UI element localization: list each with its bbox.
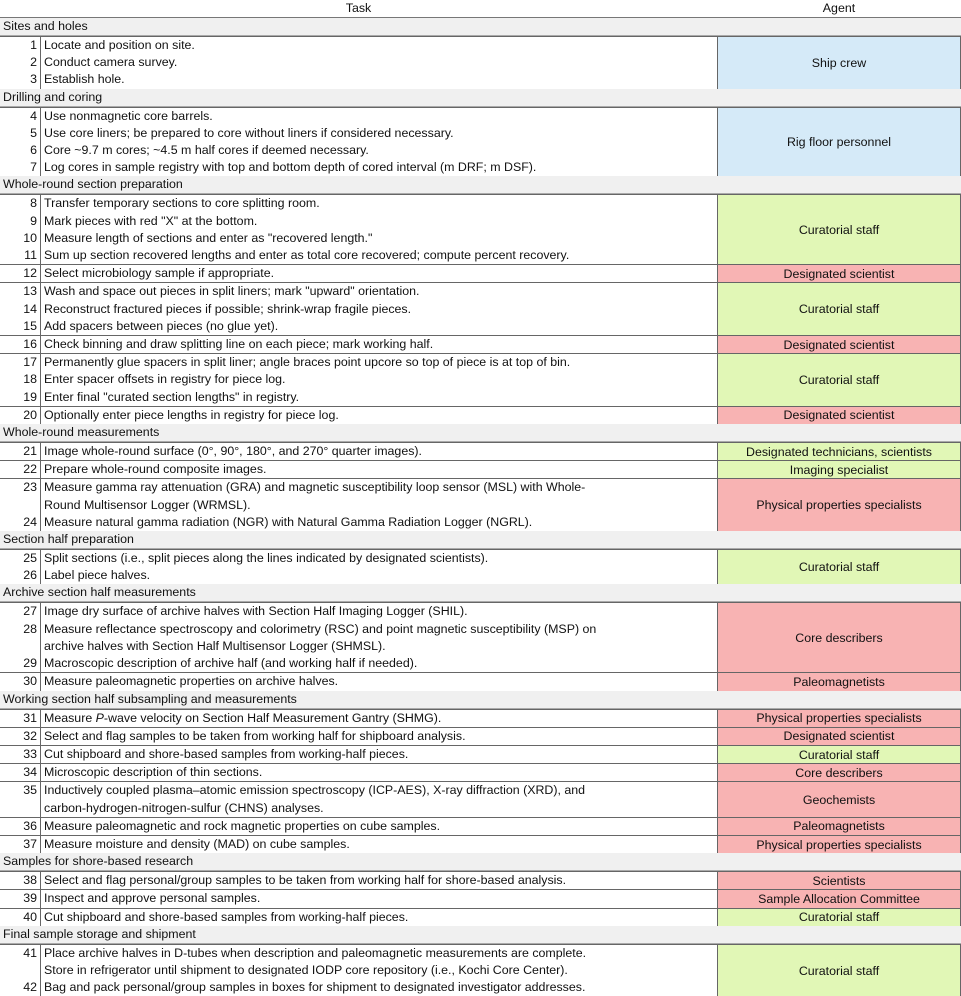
agent-cell: Paleomagnetists	[717, 817, 961, 835]
task-group	[0, 889, 961, 907]
agent-cell: Physical properties specialists	[717, 478, 961, 531]
task-number: 36	[23, 818, 37, 833]
task-number: 8	[30, 196, 37, 211]
task-text: Log cores in sample registry with top and bottom depth of cored interval (m DRF; m DSF).	[40, 159, 717, 176]
task-group	[0, 194, 961, 264]
task-text: Cut shipboard and shore-based samples from working-half pieces.	[40, 909, 717, 926]
agent-cell: Curatorial staff	[717, 353, 961, 406]
task-text: Measure natural gamma radiation (NGR) with Natural Gamma Radiation Logger (NGRL).	[40, 514, 717, 531]
table-row	[0, 836, 717, 853]
task-text: Measure length of sections and enter as "recovered length."	[40, 230, 717, 247]
task-text-suffix: -wave velocity on Section Half Measurement Gantry (SHMG).	[103, 710, 442, 725]
task-number: 14	[23, 301, 37, 316]
task-text: Measure moisture and density (MAD) on cube samples.	[40, 836, 717, 853]
task-number: 38	[23, 873, 37, 888]
table-header	[0, 0, 961, 18]
task-group	[0, 908, 961, 926]
task-group	[0, 478, 961, 531]
section-header: Samples for shore-based research	[0, 853, 961, 871]
task-number: 17	[23, 355, 37, 370]
task-number: 28	[23, 621, 37, 636]
task-text-prefix: Measure	[44, 710, 96, 725]
task-group	[0, 282, 961, 335]
table-row	[0, 318, 717, 335]
task-number: 18	[23, 372, 37, 387]
table-row	[0, 230, 717, 247]
task-text: Select and flag samples to be taken from working half for shipboard analysis.	[40, 728, 717, 745]
agent-cell: Curatorial staff	[717, 549, 961, 584]
task-text: Inductively coupled plasma–atomic emission spectroscopy (ICP-AES), X-ray diffraction (XRD), and carbon-hydrogen-nitrogen-sulfur (CHNS) analyses.	[40, 782, 717, 816]
table-row	[0, 764, 717, 781]
task-text: Use core liners; be prepared to core without liners if considered necessary.	[40, 125, 717, 142]
task-number: 9	[30, 213, 37, 228]
table-row	[0, 782, 717, 816]
task-text: Measure reflectance spectroscopy and colorimetry (RSC) and point magnetic susceptibility (MSP) on archive halves with Section Half Multisensor Logger (SHMSL).	[40, 621, 717, 655]
agent-cell: Core describers	[717, 763, 961, 781]
table-row	[0, 728, 717, 745]
table-row	[0, 125, 717, 142]
table-row	[0, 354, 717, 371]
task-list	[0, 944, 717, 996]
agent-cell: Curatorial staff	[717, 194, 961, 264]
task-list	[0, 264, 717, 282]
task-number: 29	[23, 656, 37, 671]
task-group	[0, 672, 961, 690]
task-text: Inspect and approve personal samples.	[40, 890, 717, 907]
table-row	[0, 567, 717, 584]
task-number: 1	[30, 38, 37, 52]
task-text: Place archive halves in D-tubes when description and paleomagnetic measurements are complete. Store in refrigerator until shipment to designated IODP core repository (i.e., Kochi Core Center).	[40, 945, 717, 979]
section-header: Whole-round section preparation	[0, 176, 961, 194]
table-row	[0, 746, 717, 763]
table-row	[0, 159, 717, 176]
agent-cell: Sample Allocation Committee	[717, 889, 961, 907]
task-list	[0, 460, 717, 478]
task-text: Image whole-round surface (0°, 90°, 180°, and 270° quarter images).	[40, 443, 717, 460]
table-row	[0, 603, 717, 620]
table-row	[0, 909, 717, 926]
task-number: 32	[23, 728, 37, 743]
agent-cell: Designated scientist	[717, 335, 961, 353]
task-number: 16	[23, 337, 37, 352]
task-text: Check binning and draw splitting line on each piece; mark working half.	[40, 336, 717, 353]
table-row	[0, 945, 717, 979]
task-number: 13	[23, 284, 37, 299]
task-text: Measure paleomagnetic and rock magnetic properties on cube samples.	[40, 818, 717, 835]
task-text: Mark pieces with red "X" at the bottom.	[40, 213, 717, 230]
section-header: Sites and holes	[0, 18, 961, 36]
agent-cell: Designated scientist	[717, 264, 961, 282]
agent-cell: Ship crew	[717, 36, 961, 89]
task-number: 27	[23, 604, 37, 619]
task-number: 25	[23, 551, 37, 566]
agent-cell: Curatorial staff	[717, 745, 961, 763]
task-text: Use nonmagnetic core barrels.	[40, 108, 717, 125]
task-group	[0, 460, 961, 478]
task-list	[0, 478, 717, 531]
section-header: Whole-round measurements	[0, 424, 961, 442]
table-row	[0, 514, 717, 531]
task-text: Macroscopic description of archive half (and working half if needed).	[40, 655, 717, 672]
task-group	[0, 817, 961, 835]
task-text: Microscopic description of thin sections.	[40, 764, 717, 781]
task-number: 12	[23, 266, 37, 281]
task-number: 42	[23, 980, 37, 995]
section-header: Final sample storage and shipment	[0, 926, 961, 944]
table-row	[0, 872, 717, 889]
table-row	[0, 890, 717, 907]
task-text: Select and flag personal/group samples to be taken from working half for shore-based analysis.	[40, 872, 717, 889]
task-group	[0, 709, 961, 727]
task-number: 15	[23, 318, 37, 333]
table-row	[0, 283, 717, 300]
task-text: Measure paleomagnetic properties on archive halves.	[40, 673, 717, 690]
task-number: 41	[23, 945, 37, 960]
task-list	[0, 817, 717, 835]
task-text: Locate and position on site.	[40, 37, 717, 54]
agent-cell: Curatorial staff	[717, 908, 961, 926]
task-number: 23	[23, 480, 37, 495]
task-text-italic: P	[95, 710, 104, 725]
task-group	[0, 335, 961, 353]
task-group	[0, 549, 961, 584]
table-row	[0, 673, 717, 690]
task-list	[0, 763, 717, 781]
task-number: 30	[23, 674, 37, 689]
task-list	[0, 549, 717, 584]
table-row	[0, 142, 717, 159]
table-row	[0, 479, 717, 513]
agent-cell: Designated scientist	[717, 406, 961, 424]
task-list	[0, 709, 717, 727]
table-row	[0, 371, 717, 388]
agent-cell: Core describers	[717, 602, 961, 672]
section-header: Section half preparation	[0, 531, 961, 549]
task-list	[0, 889, 717, 907]
task-list	[0, 353, 717, 406]
task-text: Split sections (i.e., split pieces along the lines indicated by designated scientists).	[40, 550, 717, 567]
agent-cell: Scientists	[717, 871, 961, 889]
table-row	[0, 389, 717, 406]
table-row	[0, 247, 717, 264]
task-number: 7	[30, 160, 37, 175]
table-row	[0, 213, 717, 230]
task-list	[0, 908, 717, 926]
task-number: 35	[23, 783, 37, 798]
table-row	[0, 979, 717, 996]
agent-cell: Designated scientist	[717, 727, 961, 745]
agent-cell: Physical properties specialists	[717, 835, 961, 853]
table-row	[0, 818, 717, 835]
task-list	[0, 107, 717, 177]
task-column-header: Task	[345, 1, 372, 15]
task-group	[0, 871, 961, 889]
section-header: Archive section half measurements	[0, 584, 961, 602]
task-list	[0, 194, 717, 264]
table-row	[0, 336, 717, 353]
task-number: 3	[30, 72, 37, 87]
task-text: Sum up section recovered lengths and enter as total core recovered; compute percent recovery.	[40, 247, 717, 264]
table-row	[0, 710, 717, 727]
task-list	[0, 781, 717, 816]
task-number: 37	[23, 836, 37, 851]
table-row	[0, 655, 717, 672]
agent-cell: Physical properties specialists	[717, 709, 961, 727]
task-text: Permanently glue spacers in split liner; angle braces point upcore so top of piece is at top of bin.	[40, 354, 717, 371]
task-number: 39	[23, 891, 37, 906]
task-group	[0, 406, 961, 424]
task-text	[40, 710, 717, 727]
agent-cell: Rig floor personnel	[717, 107, 961, 177]
task-text: Conduct camera survey.	[40, 54, 717, 71]
task-text: Select microbiology sample if appropriate.	[40, 265, 717, 282]
agent-cell: Curatorial staff	[717, 282, 961, 335]
task-list	[0, 672, 717, 690]
task-list	[0, 406, 717, 424]
task-list	[0, 602, 717, 672]
table-row	[0, 461, 717, 478]
task-number: 34	[23, 765, 37, 780]
task-group	[0, 36, 961, 89]
task-group	[0, 763, 961, 781]
agent-cell: Geochemists	[717, 781, 961, 816]
task-number: 20	[23, 407, 37, 422]
task-group	[0, 107, 961, 177]
table-row	[0, 108, 717, 125]
task-number: 26	[23, 568, 37, 583]
table-row	[0, 37, 717, 54]
agent-cell: Imaging specialist	[717, 460, 961, 478]
task-list	[0, 871, 717, 889]
task-number: 31	[23, 710, 37, 725]
task-text: Establish hole.	[40, 71, 717, 88]
task-number: 4	[30, 108, 37, 123]
task-number: 19	[23, 389, 37, 404]
task-text: Label piece halves.	[40, 567, 717, 584]
task-text: Bag and pack personal/group samples in boxes for shipment to designated investigator addresses.	[40, 979, 717, 996]
task-number: 40	[23, 909, 37, 924]
task-group	[0, 781, 961, 816]
task-number: 24	[23, 514, 37, 529]
task-group	[0, 944, 961, 996]
task-group	[0, 442, 961, 460]
task-text: Reconstruct fractured pieces if possible; shrink-wrap fragile pieces.	[40, 301, 717, 318]
task-group	[0, 745, 961, 763]
task-list	[0, 745, 717, 763]
table-row	[0, 265, 717, 282]
section-header: Drilling and coring	[0, 89, 961, 107]
task-text: Wash and space out pieces in split liners; mark "upward" orientation.	[40, 283, 717, 300]
task-list	[0, 727, 717, 745]
table-row	[0, 195, 717, 212]
table-body	[0, 18, 961, 996]
task-group	[0, 727, 961, 745]
agent-cell: Paleomagnetists	[717, 672, 961, 690]
table-row	[0, 443, 717, 460]
task-text: Enter spacer offsets in registry for piece log.	[40, 371, 717, 388]
task-number: 5	[30, 125, 37, 140]
section-header: Working section half subsampling and measurements	[0, 691, 961, 709]
table-row	[0, 621, 717, 655]
task-text: Image dry surface of archive halves with Section Half Imaging Logger (SHIL).	[40, 603, 717, 620]
task-group	[0, 264, 961, 282]
task-text: Enter final "curated section lengths" in registry.	[40, 389, 717, 406]
task-list	[0, 835, 717, 853]
task-number: 2	[30, 55, 37, 70]
agent-column-header: Agent	[822, 1, 856, 15]
agent-cell: Designated technicians, scientists	[717, 442, 961, 460]
task-text: Cut shipboard and shore-based samples from working-half pieces.	[40, 746, 717, 763]
task-group	[0, 353, 961, 406]
task-text: Transfer temporary sections to core splitting room.	[40, 195, 717, 212]
table-row	[0, 550, 717, 567]
table-row	[0, 301, 717, 318]
task-text: Measure gamma ray attenuation (GRA) and magnetic susceptibility loop sensor (MSL) with Whole- Round Multisensor Logger (WRMSL).	[40, 479, 717, 513]
task-group	[0, 835, 961, 853]
task-list	[0, 335, 717, 353]
task-number: 21	[23, 444, 37, 459]
task-text: Core ~9.7 m cores; ~4.5 m half cores if deemed necessary.	[40, 142, 717, 159]
task-text: Add spacers between pieces (no glue yet).	[40, 318, 717, 335]
task-list	[0, 36, 717, 89]
agent-cell: Curatorial staff	[717, 944, 961, 996]
task-text: Optionally enter piece lengths in registry for piece log.	[40, 407, 717, 424]
task-group	[0, 602, 961, 672]
task-number: 33	[23, 746, 37, 761]
task-number: 10	[23, 230, 37, 245]
table-row	[0, 407, 717, 424]
table-row	[0, 54, 717, 71]
task-text: Prepare whole-round composite images.	[40, 461, 717, 478]
task-number: 11	[24, 248, 37, 263]
task-list	[0, 442, 717, 460]
table-row	[0, 71, 717, 88]
task-number: 6	[30, 143, 37, 158]
task-list	[0, 282, 717, 335]
task-number: 22	[23, 462, 37, 477]
